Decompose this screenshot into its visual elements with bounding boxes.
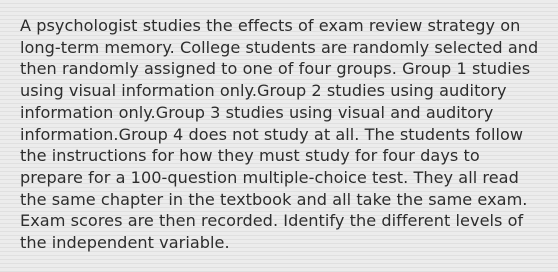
question-text: A psychologist studies the effects of exam review strategy on long-term memory. College students are randomly selected and then randomly assigned to one of four groups. Group 1 studies using visual information only.Group 2 studies using auditory information only.Group 3 studies using visual and auditory information.Group 4 does not study at all. The students follow the instructions for how they must study for four days to prepare for a 100-question multiple-choice test. They all read the same chapter in the textbook and all take the same exam. Exam scores are then recorded. Identify the different levels of the independent variable. [20,16,539,253]
